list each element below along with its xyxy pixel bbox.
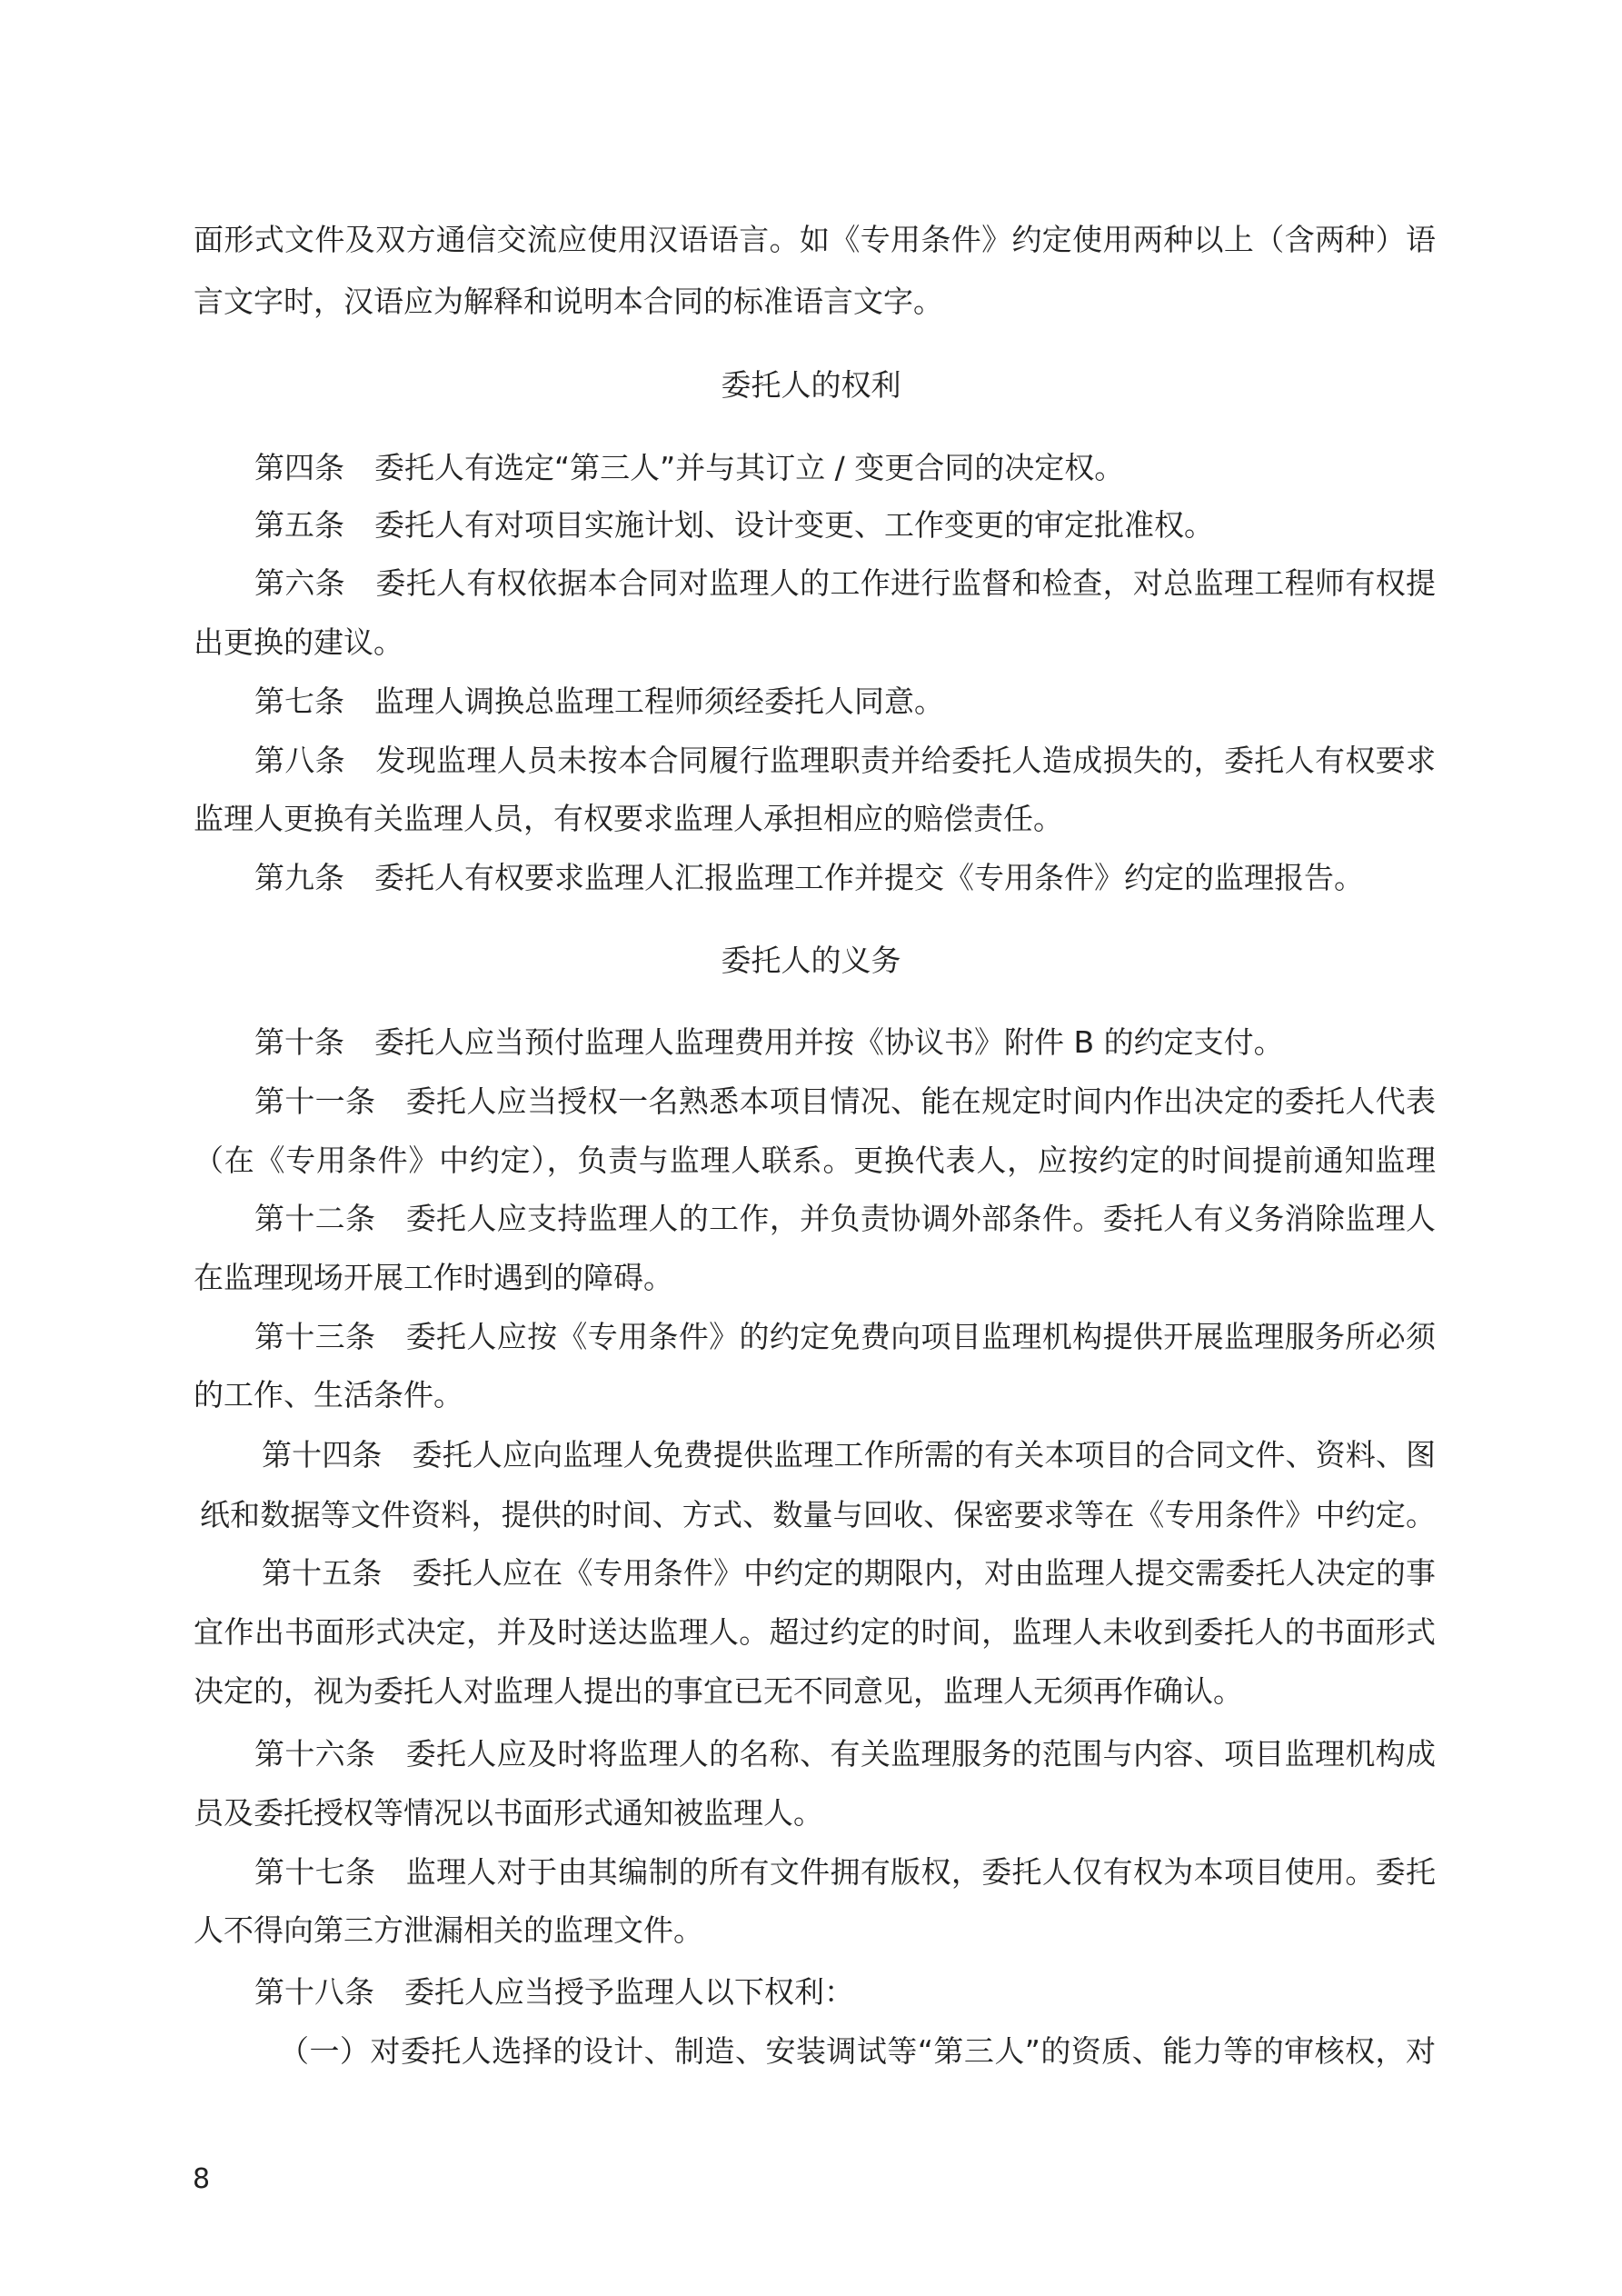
text-line: 员及委托授权等情况以书面形式通知被监理人。: [194, 1795, 823, 1831]
section-heading: 委托人的义务: [721, 943, 901, 978]
text-line: 在监理现场开展工作时遇到的障碍。: [194, 1260, 673, 1295]
text-line: （一）对委托人选择的设计、制造、安装调试等“第三人”的资质、能力等的审核权，对: [279, 2033, 1436, 2069]
text-line: （在《专用条件》中约定），负责与监理人联系。更换代表人，应按约定的时间提前通知监理: [194, 1143, 1436, 1178]
text-line: 第十三条 委托人应按《专用条件》的约定免费向项目监理机构提供开展监理服务所必须: [254, 1319, 1436, 1354]
text-line: 宜作出书面形式决定，并及时送达监理人。超过约定的时间，监理人未收到委托人的书面形式: [194, 1614, 1436, 1650]
text-line: 第九条 委托人有权要求监理人汇报监理工作并提交《专用条件》约定的监理报告。: [254, 860, 1364, 895]
text-line: 出更换的建议。: [194, 624, 403, 660]
text-line: 的工作、生活条件。: [194, 1377, 463, 1413]
text-line: 面形式文件及双方通信交流应使用汉语语言。如《专用条件》约定使用两种以上（含两种）语: [194, 222, 1436, 257]
text-line: 第七条 监理人调换总监理工程师须经委托人同意。: [254, 684, 944, 719]
text-line: 第五条 委托人有对项目实施计划、设计变更、工作变更的审定批准权。: [254, 507, 1214, 543]
text-line: 第十六条 委托人应及时将监理人的名称、有关监理服务的范围与内容、项目监理机构成: [254, 1736, 1436, 1772]
text-line: 纸和数据等文件资料，提供的时间、方式、数量与回收、保密要求等在《专用条件》中约定。: [200, 1497, 1436, 1532]
text-line: 第十七条 监理人对于由其编制的所有文件拥有版权，委托人仅有权为本项目使用。委托: [254, 1854, 1436, 1890]
text-line: 第八条 发现监理人员未按本合同履行监理职责并给委托人造成损失的，委托人有权要求: [254, 743, 1436, 778]
text-line: 第四条 委托人有选定“第三人”并与其订立 / 变更合同的决定权。: [254, 450, 1125, 485]
text-line: 第十条 委托人应当预付监理人监理费用并按《协议书》附件 B 的约定支付。: [254, 1024, 1284, 1060]
section-heading: 委托人的权利: [721, 367, 901, 403]
text-line: 第十八条 委托人应当授予监理人以下权利：: [254, 1974, 854, 2010]
text-line: 人不得向第三方泄漏相关的监理文件。: [194, 1912, 703, 1948]
text-line: 第十二条 委托人应支持监理人的工作，并负责协调外部条件。委托人有义务消除监理人: [254, 1201, 1436, 1236]
text-line: 监理人更换有关监理人员，有权要求监理人承担相应的赔偿责任。: [194, 801, 1063, 836]
text-line: 决定的，视为委托人对监理人提出的事宜已无不同意见，监理人无须再作确认。: [194, 1673, 1243, 1709]
text-line: 第十一条 委托人应当授权一名熟悉本项目情况、能在规定时间内作出决定的委托人代表: [254, 1083, 1436, 1119]
text-line: 第十四条 委托人应向监理人免费提供监理工作所需的有关本项目的合同文件、资料、图: [262, 1437, 1436, 1472]
page-number: 8: [193, 2163, 211, 2195]
text-line: 言文字时，汉语应为解释和说明本合同的标准语言文字。: [194, 284, 943, 319]
text-line: 第六条 委托人有权依据本合同对监理人的工作进行监督和检查，对总监理工程师有权提: [254, 565, 1436, 601]
text-line: 第十五条 委托人应在《专用条件》中约定的期限内，对由监理人提交需委托人决定的事: [262, 1555, 1436, 1591]
